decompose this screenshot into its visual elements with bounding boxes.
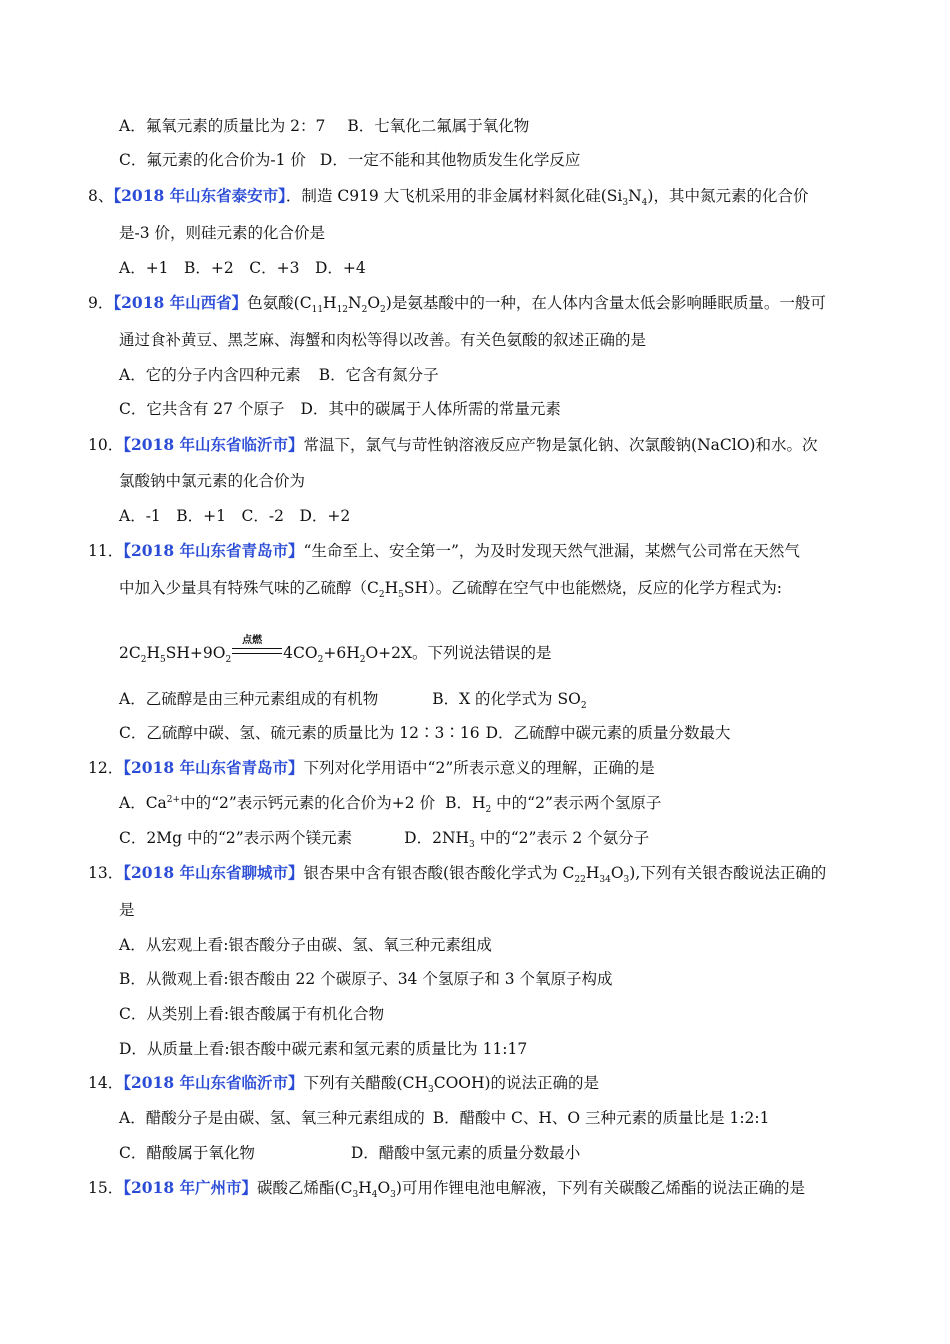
q13-text: O [610, 864, 624, 882]
q13-option-b: B．从微观上看:银杏酸由 22 个碳原子、34 个氢原子和 3 个氧原子构成 [119, 970, 613, 988]
q9-text: 色氨酸(C [247, 294, 312, 312]
q14-option-b: B．醋酸中 C、H、O 三种元素的质量比是 1:2:1 [432, 1109, 770, 1127]
q13-text: H [585, 864, 600, 882]
q11-option-b-text: B．X 的化学式为 SO [432, 690, 581, 708]
q11-text: SH）。乙硫醇在空气中也能燃烧，反应的化学方程式为: [403, 579, 782, 597]
q12-option-d-text: 中的“2”表示 2 个氨分子 [474, 829, 650, 847]
q11-eq-text: H [146, 644, 160, 662]
q15-text: H [358, 1179, 372, 1197]
q15-text: 碳酸乙烯酯(C [257, 1179, 353, 1197]
q11-sub: 5 [398, 590, 404, 601]
q11-eq-sub: 2 [140, 655, 147, 666]
q7-option-c: C．氟元素的化合价为-1 价 [119, 151, 306, 169]
q8-sub: 4 [641, 198, 648, 209]
q11-stem [88, 540, 800, 562]
q15-text: O [377, 1179, 391, 1197]
reaction-equals-sign [232, 635, 282, 660]
q13-stem [88, 862, 826, 884]
q10-number: 10． [88, 436, 124, 454]
q11-text: “生命至上、安全第一”，为及时发现天然气泄漏，某燃气公司常在天然气 [303, 542, 800, 560]
q9-number: 9． [88, 294, 114, 312]
q14-text: COOH)的说法正确的是 [433, 1074, 600, 1092]
q9-sub: 2 [361, 305, 368, 316]
q9-sub: 12 [336, 305, 349, 316]
q9-text: H [323, 294, 337, 312]
q11-option-c: C．乙硫醇中碳、氢、硫元素的质量比为 12∶3∶16 [119, 724, 480, 742]
q9-option-b: B．它含有氮分子 [318, 366, 439, 384]
q11-options-cd [119, 722, 731, 744]
q10-text: 常温下，氯气与苛性钠溶液反应产物是氯化钠、次氯酸钠(NaClO)和水。次 [303, 436, 818, 454]
q11-source-tag: 【2018 年山东省青岛市】 [123, 541, 304, 560]
q11-eq-sub: 2 [225, 655, 232, 666]
q14-option-a: A．醋酸分子是由碳、氢、氧三种元素组成的 [119, 1109, 425, 1127]
q14-sub: 3 [427, 1085, 434, 1096]
q12-text: 下列对化学用语中“2”所表示意义的理解，正确的是 [303, 759, 655, 777]
q12-option-b-text: 中的“2”表示两个氢原子 [491, 794, 662, 812]
q11-stem-line2 [119, 577, 782, 599]
q13-source-tag: 【2018 年山东省聊城市】 [123, 863, 304, 882]
q7-options-ab [119, 115, 529, 137]
q9-options-ab [119, 364, 439, 386]
q11-eq-text: 4CO [283, 644, 318, 662]
q9-text: )是氨基酸中的一种，在人体内含量太低会影响睡眠质量。一般可 [385, 294, 826, 312]
q12-option-d [404, 829, 650, 851]
q11-option-a: A．乙硫醇是由三种元素组成的有机物 [119, 690, 379, 708]
q12-option-d-sub: 3 [469, 840, 475, 851]
q11-eq-text: 2C [119, 644, 141, 662]
q12-option-a [119, 794, 435, 812]
q10-stem-line2: 氯酸钠中氯元素的化合价为 [119, 472, 306, 490]
q11-equation [119, 635, 552, 666]
q12-option-c: C．2Mg 中的“2”表示两个镁元素 [119, 829, 353, 847]
q15-source-tag: 【2018 年广州市】 [123, 1178, 258, 1197]
q11-number: 11． [88, 542, 124, 560]
q15-sub: 3 [390, 1190, 396, 1201]
q7-options-cd [119, 149, 580, 171]
q11-eq-sub: 5 [160, 655, 166, 666]
q9-stem [88, 292, 826, 314]
q13-sub: 3 [623, 875, 630, 886]
q14-option-c: C．醋酸属于氧化物 [119, 1144, 255, 1162]
q13-stem-line2: 是 [119, 901, 135, 919]
q13-option-c: C．从类别上看:银杏酸属于有机化合物 [119, 1005, 385, 1023]
q15-sub: 4 [371, 1190, 378, 1201]
q9-option-c: C．它共含有 27 个原子 [119, 400, 285, 418]
q11-options-ab [119, 688, 587, 710]
q12-option-d-text: D．2NH [404, 829, 470, 847]
q12-option-a-text: A．Ca [119, 794, 167, 812]
q11-text: 中加入少量具有特殊气味的乙硫醇（C [119, 579, 379, 597]
q13-sub: 22 [574, 875, 586, 886]
q9-option-a: A．它的分子内含四种元素 [119, 366, 301, 384]
q8-stem-line2: 是-3 价，则硅元素的化合价是 [119, 224, 326, 242]
q12-option-b-text: B．H [445, 794, 486, 812]
q11-eq-text: SH+9O [165, 644, 226, 662]
q8-stem [88, 185, 808, 207]
q14-options-ab [119, 1107, 770, 1129]
q10-options: A．-1 B．+1 C．-2 D．+2 [119, 507, 351, 525]
q11-sub: 2 [378, 590, 385, 601]
q14-stem [88, 1072, 599, 1094]
q9-option-d: D．其中的碳属于人体所需的常量元素 [300, 400, 561, 418]
q12-option-b-sub: 2 [485, 805, 492, 816]
q11-eq-sub: 2 [359, 655, 366, 666]
q9-text: O [367, 294, 381, 312]
q9-options-cd [119, 398, 561, 420]
q9-source-tag: 【2018 年山西省】 [113, 293, 248, 312]
q9-text: N [348, 294, 362, 312]
q12-option-b [445, 794, 662, 816]
q13-option-a: A．从宏观上看:银杏酸分子由碳、氢、氧三种元素组成 [119, 936, 492, 954]
q12-number: 12． [88, 759, 124, 777]
q14-option-d: D．醋酸中氢元素的质量分数最小 [350, 1144, 581, 1162]
q8-sub: 3 [622, 198, 629, 209]
q8-source-tag: 【2018 年山东省泰安市】 [113, 186, 286, 205]
q14-text: 下列有关醋酸(CH [303, 1074, 428, 1092]
q11-option-d: D．乙硫醇中碳元素的质量分数最大 [485, 724, 731, 742]
q12-option-a-text: 中的“2”表示钙元素的化合价为+2 价 [180, 794, 436, 812]
q10-stem [88, 434, 817, 456]
q12-source-tag: 【2018 年山东省青岛市】 [123, 758, 304, 777]
q12-option-a-sup: 2+ [166, 794, 181, 805]
q9-stem-line2: 通过食补黄豆、黑芝麻、海蟹和肉松等得以改善。有关色氨酸的叙述正确的是 [119, 331, 647, 349]
q12-options-ab [119, 792, 661, 814]
q12-stem [88, 757, 655, 779]
q7-option-a: A．氟氧元素的质量比为 2：7 [119, 117, 326, 135]
q9-sub: 11 [311, 305, 324, 316]
q13-number: 13． [88, 864, 124, 882]
q15-number: 15． [88, 1179, 124, 1197]
q10-source-tag: 【2018 年山东省临沂市】 [123, 435, 304, 454]
q11-text: H [384, 579, 399, 597]
q11-eq-text: +6H [323, 644, 360, 662]
q8-text: )，其中氮元素的化合价 [647, 187, 809, 205]
q7-option-b: B．七氧化二氟属于氧化物 [347, 117, 530, 135]
q13-option-d: D．从质量上看:银杏酸中碳元素和氢元素的质量比为 11:17 [119, 1040, 528, 1058]
q11-eq-sub: 2 [317, 655, 324, 666]
q8-text: ．制造 C919 大飞机采用的非金属材料氮化硅(Si [285, 187, 623, 205]
q15-sub: 3 [352, 1190, 359, 1201]
q8-number: 8、 [88, 187, 114, 205]
q11-option-b-sub: 2 [580, 701, 587, 712]
q12-options-cd [119, 827, 649, 849]
q8-text: N [628, 187, 642, 205]
reaction-condition: 点燃 [242, 635, 263, 646]
q15-stem [88, 1177, 805, 1199]
q11-eq-text: O+2X。下列说法错误的是 [365, 644, 552, 662]
q9-sub: 2 [380, 305, 386, 316]
q14-source-tag: 【2018 年山东省临沂市】 [123, 1073, 304, 1092]
q14-options-cd [119, 1142, 580, 1164]
q7-option-d: D．一定不能和其他物质发生化学反应 [319, 151, 581, 169]
q11-option-b [432, 690, 587, 712]
q14-number: 14． [88, 1074, 124, 1092]
q13-text: ),下列有关银杏酸说法正确的 [629, 864, 827, 882]
q13-text: 银杏果中含有银杏酸(银杏酸化学式为 C [303, 864, 575, 882]
q15-text: )可用作锂电池电解液，下列有关碳酸乙烯酯的说法正确的是 [395, 1179, 805, 1197]
q8-options: A．+1 B．+2 C．+3 D．+4 [119, 259, 366, 277]
q13-sub: 34 [599, 875, 611, 886]
